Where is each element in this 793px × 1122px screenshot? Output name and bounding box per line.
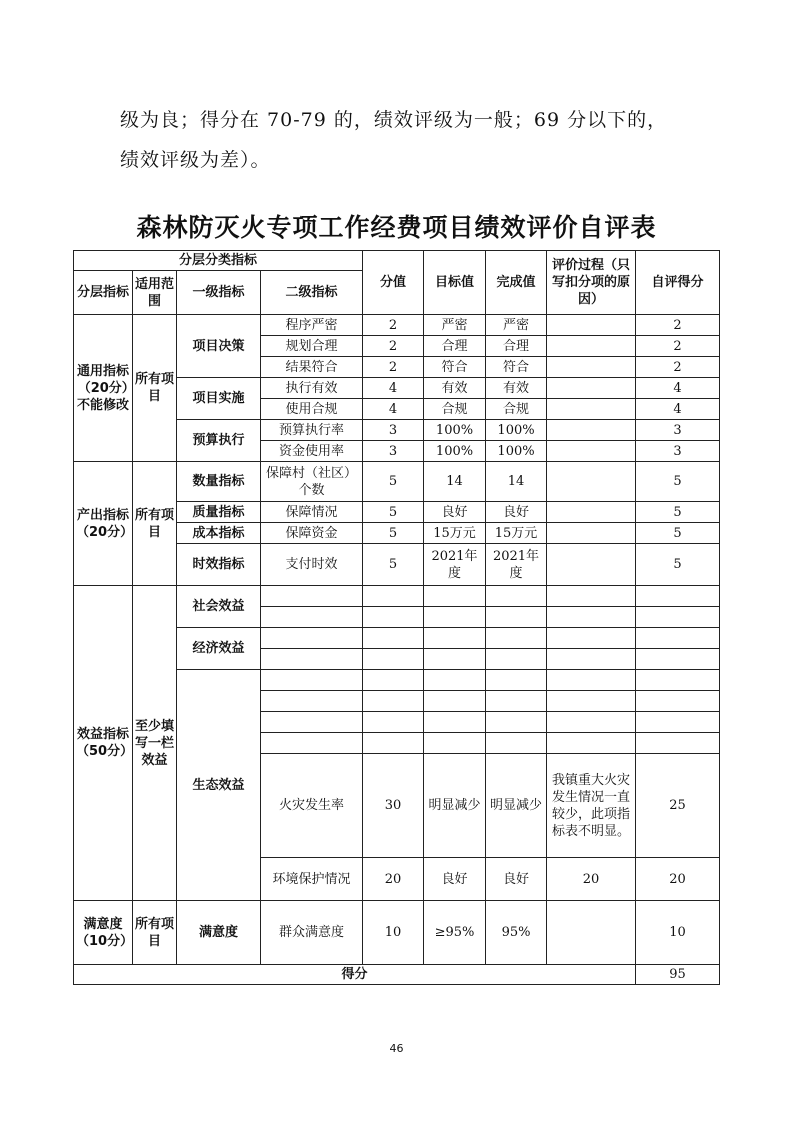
- actual-cell: 有效: [486, 378, 547, 399]
- level1-quality: 质量指标: [177, 502, 261, 523]
- self-score-cell: 2: [636, 336, 720, 357]
- score-cell: 4: [363, 399, 424, 420]
- self-score-cell: 2: [636, 357, 720, 378]
- self-score-cell: 5: [636, 523, 720, 544]
- process-cell: [547, 441, 636, 462]
- actual-cell: 合规: [486, 399, 547, 420]
- self-score-cell: 4: [636, 399, 720, 420]
- header-process: 评价过程（只写扣分项的原因）: [547, 251, 636, 315]
- score-cell: 30: [363, 754, 424, 858]
- score-cell: 3: [363, 420, 424, 441]
- process-cell: [547, 544, 636, 586]
- header-group: 分层分类指标: [74, 251, 363, 271]
- target-cell: 良好: [424, 502, 486, 523]
- process-cell: [547, 336, 636, 357]
- process-cell: [547, 901, 636, 965]
- actual-cell: 明显减少: [486, 754, 547, 858]
- score-cell: 3: [363, 441, 424, 462]
- scope-benefit: 至少填写一栏效益: [133, 586, 177, 901]
- page-number: 46: [389, 1042, 404, 1055]
- target-cell: 严密: [424, 315, 486, 336]
- score-cell: 4: [363, 378, 424, 399]
- score-cell: 2: [363, 336, 424, 357]
- level2-cell: 群众满意度: [261, 901, 363, 965]
- process-cell: [547, 315, 636, 336]
- self-score-cell: 5: [636, 462, 720, 502]
- target-cell: 明显减少: [424, 754, 486, 858]
- process-cell: [547, 523, 636, 544]
- header-actual: 完成值: [486, 251, 547, 315]
- level2-cell: 使用合规: [261, 399, 363, 420]
- self-score-cell: 4: [636, 378, 720, 399]
- total-row: [74, 965, 720, 985]
- page-title: 森林防灭火专项工作经费项目绩效评价自评表: [136, 213, 657, 242]
- actual-cell: 2021年度: [486, 544, 547, 586]
- section-satisfaction: 满意度（10分）: [74, 901, 133, 965]
- header-score: 分值: [363, 251, 424, 315]
- level1-quantity: 数量指标: [177, 462, 261, 502]
- target-cell: 2021年度: [424, 544, 486, 586]
- actual-cell: 95%: [486, 901, 547, 965]
- total-label: 得分: [74, 965, 636, 985]
- process-cell: [547, 462, 636, 502]
- target-cell: 合理: [424, 336, 486, 357]
- level2-cell: 环境保护情况: [261, 858, 363, 901]
- actual-cell: 100%: [486, 441, 547, 462]
- score-cell: 2: [363, 315, 424, 336]
- level2-cell: 支付时效: [261, 544, 363, 586]
- self-score-cell: 10: [636, 901, 720, 965]
- table-row: [74, 901, 720, 965]
- target-cell: 有效: [424, 378, 486, 399]
- actual-cell: 良好: [486, 858, 547, 901]
- header-scope: 适用范围: [133, 271, 177, 315]
- self-score-cell: 3: [636, 420, 720, 441]
- level2-cell: 执行有效: [261, 378, 363, 399]
- total-score: 95: [636, 965, 720, 985]
- level2-cell: 火灾发生率: [261, 754, 363, 858]
- score-cell: 5: [363, 523, 424, 544]
- intro-text: [120, 100, 720, 180]
- table-row-empty: [74, 586, 720, 607]
- level2-cell: 预算执行率: [261, 420, 363, 441]
- self-score-cell: 25: [636, 754, 720, 858]
- header-level1: 一级指标: [177, 271, 261, 315]
- actual-cell: 100%: [486, 420, 547, 441]
- score-cell: 10: [363, 901, 424, 965]
- level1-implementation: 项目实施: [177, 378, 261, 420]
- level1-decision: 项目决策: [177, 315, 261, 378]
- level1-cost: 成本指标: [177, 523, 261, 544]
- process-cell: 我镇重大火灾发生情况一直较少，此项指标表不明显。: [547, 754, 636, 858]
- level2-cell: 保障情况: [261, 502, 363, 523]
- level2-cell: 规划合理: [261, 336, 363, 357]
- process-cell: [547, 378, 636, 399]
- self-evaluation-table: [73, 250, 720, 985]
- section-benefit: 效益指标（50分）: [74, 586, 133, 901]
- self-score-cell: 3: [636, 441, 720, 462]
- actual-cell: 合理: [486, 336, 547, 357]
- level1-social: 社会效益: [177, 586, 261, 628]
- self-score-cell: 20: [636, 858, 720, 901]
- intro-line-2: 绩效评级为差）。: [120, 149, 271, 171]
- score-cell: 2: [363, 357, 424, 378]
- intro-line-1: 级为良；得分在 70-79 的，绩效评级为一般；69 分以下的，: [120, 109, 668, 131]
- self-score-cell: 5: [636, 544, 720, 586]
- section-general: 通用指标（20分）不能修改: [74, 315, 133, 462]
- actual-cell: 严密: [486, 315, 547, 336]
- actual-cell: 符合: [486, 357, 547, 378]
- table-row: [74, 315, 720, 336]
- process-cell: [547, 399, 636, 420]
- level1-budget: 预算执行: [177, 420, 261, 462]
- header-layer: 分层指标: [74, 271, 133, 315]
- scope-general: 所有项目: [133, 315, 177, 462]
- level2-cell: 结果符合: [261, 357, 363, 378]
- self-score-cell: 5: [636, 502, 720, 523]
- process-cell: [547, 357, 636, 378]
- actual-cell: 14: [486, 462, 547, 502]
- process-cell: [547, 502, 636, 523]
- target-cell: 符合: [424, 357, 486, 378]
- level2-cell: 资金使用率: [261, 441, 363, 462]
- scope-satisfaction: 所有项目: [133, 901, 177, 965]
- level2-cell: 保障村（社区）个数: [261, 462, 363, 502]
- score-cell: 5: [363, 544, 424, 586]
- level2-cell: 保障资金: [261, 523, 363, 544]
- header-self-score: 自评得分: [636, 251, 720, 315]
- self-score-cell: 2: [636, 315, 720, 336]
- score-cell: 20: [363, 858, 424, 901]
- target-cell: 15万元: [424, 523, 486, 544]
- score-cell: 5: [363, 462, 424, 502]
- target-cell: 合规: [424, 399, 486, 420]
- header-level2: 二级指标: [261, 271, 363, 315]
- target-cell: 100%: [424, 420, 486, 441]
- score-cell: 5: [363, 502, 424, 523]
- process-cell: 20: [547, 858, 636, 901]
- header-target: 目标值: [424, 251, 486, 315]
- scope-output: 所有项目: [133, 462, 177, 586]
- level1-satisfaction: 满意度: [177, 901, 261, 965]
- table-row: [74, 462, 720, 502]
- level1-timeliness: 时效指标: [177, 544, 261, 586]
- level2-cell: 程序严密: [261, 315, 363, 336]
- target-cell: ≥95%: [424, 901, 486, 965]
- target-cell: 100%: [424, 441, 486, 462]
- section-output: 产出指标（20分）: [74, 462, 133, 586]
- target-cell: 14: [424, 462, 486, 502]
- level1-economic: 经济效益: [177, 628, 261, 670]
- actual-cell: 良好: [486, 502, 547, 523]
- level1-ecological: 生态效益: [177, 670, 261, 901]
- header-row-1: [74, 251, 720, 271]
- actual-cell: 15万元: [486, 523, 547, 544]
- process-cell: [547, 420, 636, 441]
- target-cell: 良好: [424, 858, 486, 901]
